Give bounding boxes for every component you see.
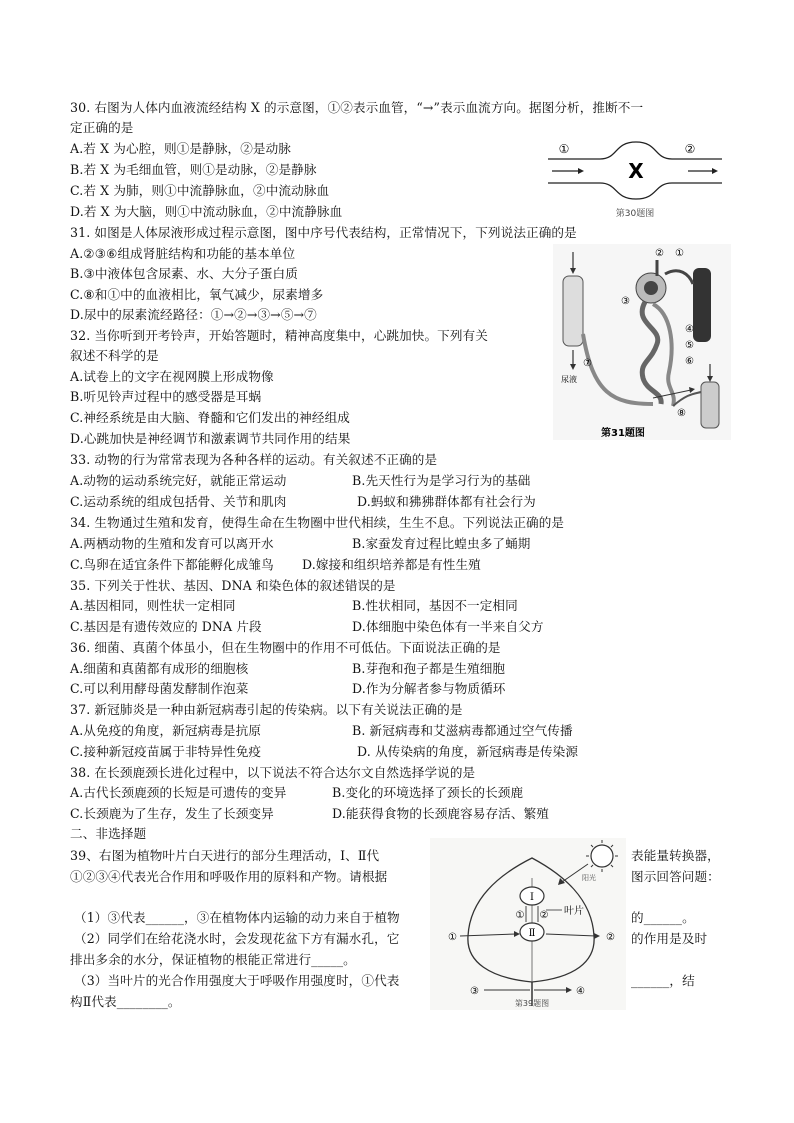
q39-line4-right: 的作用是及时 bbox=[631, 931, 708, 946]
q39-fig-organelle-I: Ⅰ bbox=[530, 892, 534, 903]
q30-fig-label-1: ① bbox=[558, 142, 570, 156]
q38-option-b: B.变化的环境选择了颈长的长颈鹿 bbox=[332, 785, 524, 800]
q33-option-d: D.蚂蚁和狒狒群体都有社会行为 bbox=[357, 494, 536, 509]
q31-fig-label-8: ⑧ bbox=[677, 408, 686, 419]
q33-option-a: A.动物的运动系统完好，就能正常运动 bbox=[70, 473, 287, 488]
q34-option-c: C.鸟卵在适宜条件下都能孵化成雏鸟 bbox=[70, 557, 274, 572]
q37-option-d: D. 从传染病的角度，新冠病毒是传染源 bbox=[357, 744, 579, 759]
q39-fig-label-2: ② bbox=[606, 932, 615, 943]
q39-line3-right: 的______。 bbox=[631, 910, 695, 925]
q31-fig-label-5: ⑤ bbox=[685, 340, 694, 351]
q31-option-b: B.③中液体包含尿素、水、大分子蛋白质 bbox=[70, 266, 298, 281]
q31-option-d: D.尿中的尿素流经路径：①→②→③→⑤→⑦ bbox=[70, 307, 317, 322]
q37-option-c: C.接种新冠疫苗属于非特异性免疫 bbox=[70, 744, 262, 759]
q39-line6-right: ______，结 bbox=[631, 973, 695, 988]
q31-fig-label-6: ⑥ bbox=[685, 356, 694, 367]
q31-fig-caption: 第31题图 bbox=[601, 428, 645, 439]
q39-line2-right: 图示回答问题： bbox=[631, 869, 720, 884]
q39-fig-light: 阳光 bbox=[582, 874, 596, 882]
q39-line7: 构Ⅱ代表________。 bbox=[70, 994, 181, 1009]
q37-stem: 37. 新冠肺炎是一种由新冠病毒引起的传染病。以下有关说法正确的是 bbox=[70, 702, 463, 717]
q39-fig-label-1: ① bbox=[448, 932, 457, 943]
q34-option-a: A.两栖动物的生殖和发育可以离开水 bbox=[70, 536, 274, 551]
q32-stem-line2: 叙述不科学的是 bbox=[70, 348, 159, 363]
q32-option-c: C.神经系统是由大脑、脊髓和它们发出的神经组成 bbox=[70, 410, 350, 425]
q38-option-c: C.长颈鹿为了生存，发生了长颈变异 bbox=[70, 806, 274, 821]
q37-option-b: B. 新冠病毒和艾滋病毒都通过空气传播 bbox=[352, 723, 573, 738]
q31-fig-label-7: ⑦ bbox=[583, 358, 592, 369]
q37-option-a: A.从免疫的角度，新冠病毒是抗原 bbox=[70, 723, 262, 738]
q39-line5: 排出多余的水分，保证植物的根能正常进行_____。 bbox=[70, 952, 356, 967]
q39-fig-label-4: ④ bbox=[576, 986, 585, 997]
q36-stem: 36. 细菌、真菌个体虽小，但在生物圈中的作用不可低估。下面说法正确的是 bbox=[70, 640, 501, 655]
q35-option-b: B.性状相同，基因不一定相同 bbox=[352, 598, 518, 613]
q30-option-a: A.若 X 为心腔，则①是静脉，②是动脉 bbox=[70, 141, 291, 156]
q39-fig-inner-1: ① bbox=[515, 910, 525, 921]
q38-stem: 38. 在长颈鹿颈长进化过程中，以下说法不符合达尔文自然选择学说的是 bbox=[70, 765, 476, 780]
q32-option-d: D.心跳加快是神经调节和激素调节共同作用的结果 bbox=[70, 431, 351, 446]
q31-fig-label-3: ③ bbox=[621, 296, 630, 307]
q39-line1-right: 表能量转换器， bbox=[631, 848, 720, 863]
q30-fig-x: X bbox=[628, 159, 644, 183]
q35-option-a: A.基因相同，则性状一定相同 bbox=[70, 598, 236, 613]
q33-stem: 33. 动物的行为常常表现为各种各样的运动。有关叙述不正确的是 bbox=[70, 452, 438, 467]
q39-fig-caption: 第39题图 bbox=[514, 999, 550, 1008]
q38-option-d: D.能获得食物的长颈鹿容易存活、繁殖 bbox=[332, 806, 549, 821]
q31-option-a: A.②③⑥组成肾脏结构和功能的基本单位 bbox=[70, 246, 296, 261]
q30-option-c: C.若 X 为肺，则①中流静脉血，②中流动脉血 bbox=[70, 183, 330, 198]
q30-stem-line1: 30. 右图为人体内血液流经结构 X 的示意图，①②表示血管，“→”表示血流方向。据图分析，推断不一 bbox=[70, 100, 644, 115]
q30-stem-line2: 定正确的是 bbox=[70, 120, 134, 135]
q35-stem: 35. 下列关于性状、基因、DNA 和染色体的叙述错误的是 bbox=[70, 578, 396, 593]
q30-vessel-diagram bbox=[540, 138, 730, 220]
q39-fig-inner-2: ② bbox=[539, 910, 549, 921]
q39-fig-leaf-label: 叶片 bbox=[564, 906, 584, 917]
q39-line6-left: （3）当叶片的光合作用强度大于呼吸作用强度时，①代表 bbox=[74, 973, 400, 988]
q39-line1-left: 39、右图为植物叶片白天进行的部分生理活动，Ⅰ、Ⅱ代 bbox=[70, 848, 380, 863]
q34-option-b: B.家蚕发育过程比蝗虫多了蛹期 bbox=[352, 536, 531, 551]
section-2-title: 二、非选择题 bbox=[70, 826, 147, 841]
q34-stem: 34. 生物通过生殖和发育，使得生命在生物圈中世代相续，生生不息。下列说法正确的是 bbox=[70, 515, 565, 530]
q36-option-a: A.细菌和真菌都有成形的细胞核 bbox=[70, 661, 249, 676]
q33-option-b: B.先天性行为是学习行为的基础 bbox=[352, 473, 531, 488]
q32-option-a: A.试卷上的文字在视网膜上形成物像 bbox=[70, 369, 274, 384]
q31-fig-urine: 尿液 bbox=[561, 375, 577, 384]
q35-option-d: D.体细胞中染色体有一半来自父方 bbox=[352, 619, 544, 634]
q39-line2-left: ①②③④代表光合作用和呼吸作用的原料和产物。请根据 bbox=[70, 869, 388, 884]
q33-option-c: C.运动系统的组成包括骨、关节和肌肉 bbox=[70, 494, 287, 509]
q31-fig-label-4: ④ bbox=[685, 324, 694, 335]
q32-option-b: B.听见铃声过程中的感受器是耳蜗 bbox=[70, 389, 262, 404]
q31-kidney-diagram bbox=[553, 244, 731, 440]
q31-option-c: C.⑧和①中的血液相比，氧气减少，尿素增多 bbox=[70, 287, 324, 302]
q31-fig-label-2: ② bbox=[655, 248, 664, 259]
q34-option-d: D.嫁接和组织培养都是有性生殖 bbox=[302, 557, 481, 572]
q30-option-d: D.若 X 为大脑，则①中流动脉血，②中流静脉血 bbox=[70, 204, 343, 219]
q32-stem-line1: 32. 当你听到开考铃声，开始答题时，精神高度集中，心跳加快。下列有关 bbox=[70, 328, 488, 343]
q39-line4-left: （2）同学们在给花浇水时，会发现花盆下方有漏水孔，它 bbox=[74, 931, 400, 946]
q36-option-c: C.可以利用酵母菌发酵制作泡菜 bbox=[70, 681, 249, 696]
q39-line3-left: （1）③代表______，③在植物体内运输的动力来自于植物 bbox=[74, 910, 400, 925]
q38-option-a: A.古代长颈鹿颈的长短是可遗传的变异 bbox=[70, 785, 287, 800]
q30-fig-caption: 第30题图 bbox=[615, 209, 655, 219]
q39-leaf-diagram bbox=[430, 838, 626, 1010]
q39-fig-label-3: ③ bbox=[470, 986, 479, 997]
q30-fig-label-2: ② bbox=[684, 142, 696, 156]
q39-fig-organelle-II: Ⅱ bbox=[528, 928, 536, 939]
q30-option-b: B.若 X 为毛细血管，则①是动脉，②是静脉 bbox=[70, 162, 317, 177]
q35-option-c: C.基因是有遗传效应的 DNA 片段 bbox=[70, 619, 262, 634]
q31-stem: 31. 如图是人体尿液形成过程示意图，图中序号代表结构，正常情况下，下列说法正确的是 bbox=[70, 225, 577, 240]
q36-option-b: B.芽孢和孢子都是生殖细胞 bbox=[352, 661, 506, 676]
q36-option-d: D.作为分解者参与物质循环 bbox=[352, 681, 506, 696]
q31-fig-label-1: ① bbox=[675, 248, 684, 259]
